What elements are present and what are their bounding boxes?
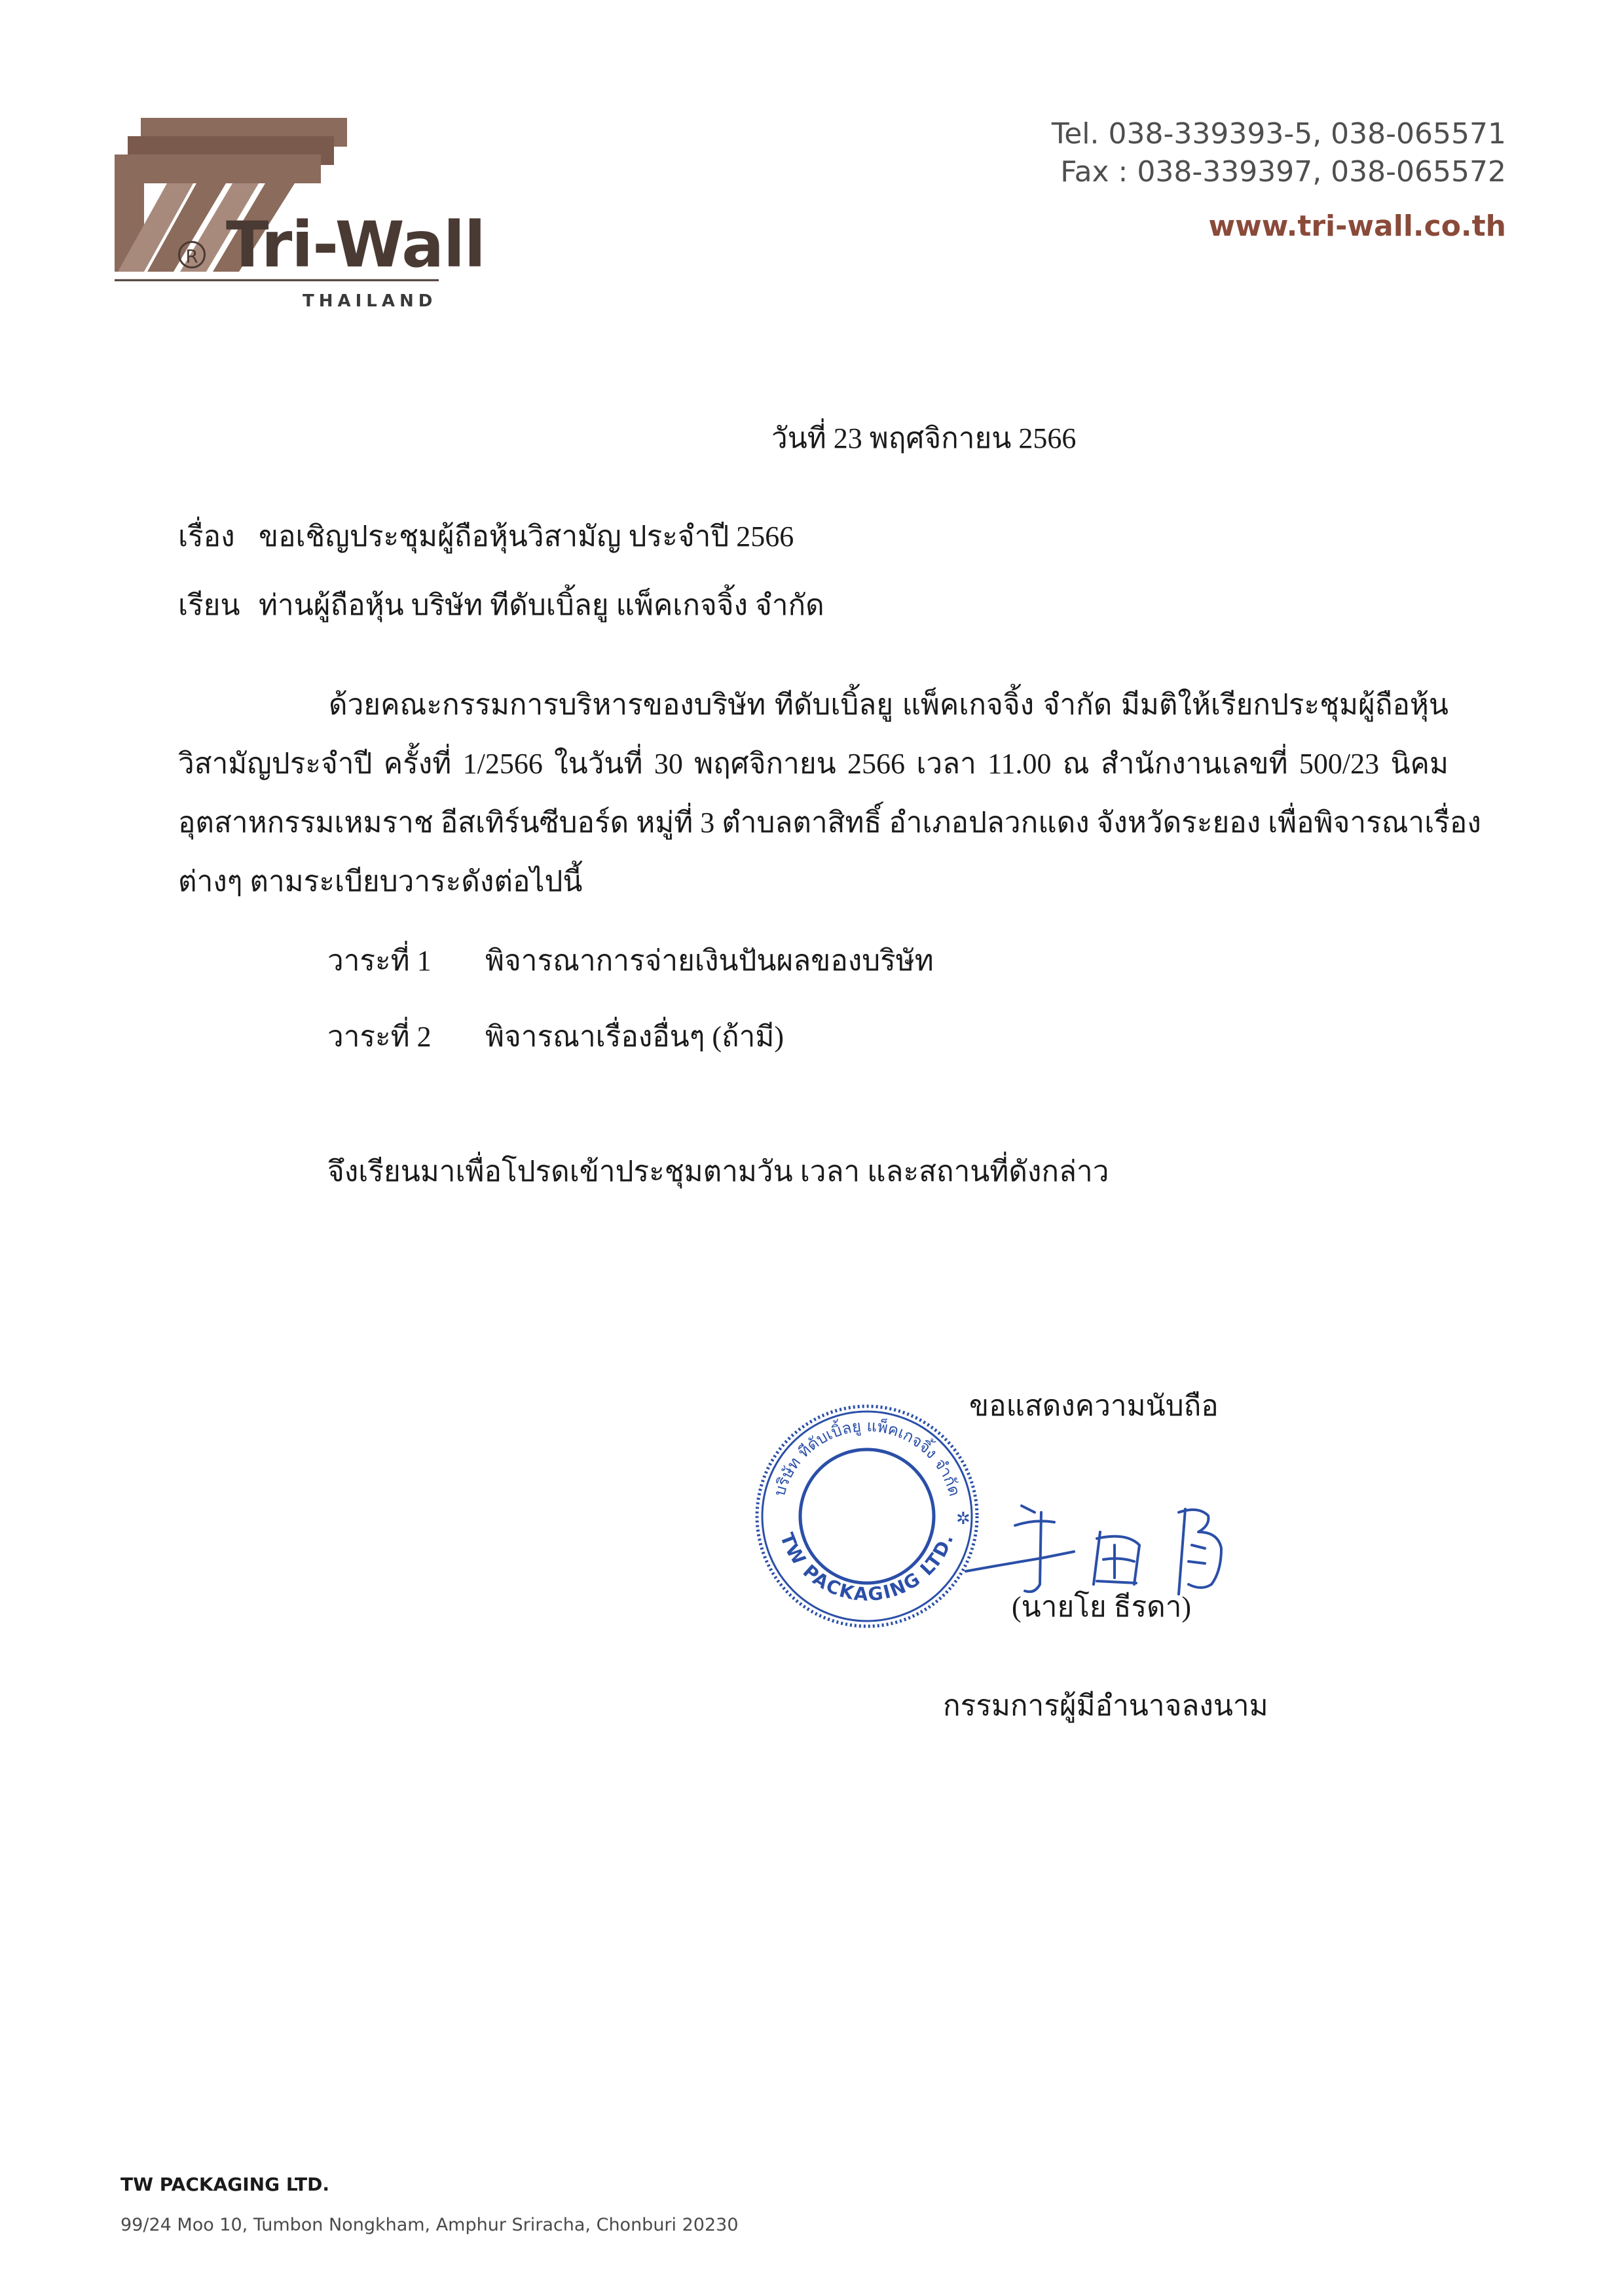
- agenda-text: พิจารณาเรื่องอื่นๆ (ถ้ามี): [485, 1021, 784, 1053]
- brand-subtitle: THAILAND: [303, 291, 437, 311]
- recipient-line: [178, 586, 824, 625]
- svg-text:✲: ✲: [956, 1509, 970, 1528]
- company-seal-stamp: [752, 1401, 982, 1631]
- signer-name: (นายโย ธีรดา): [1012, 1591, 1192, 1623]
- letter-date: วันที่ 23 พฤศจิกายน 2566: [771, 422, 1077, 454]
- paragraph-line: ต่างๆ ตามระเบียบวาระดังต่อไปนี้: [178, 866, 583, 898]
- body-paragraph: [178, 676, 1481, 911]
- fax: Fax : 038-339397, 038-065572: [1060, 155, 1506, 189]
- website-link[interactable]: www.tri-wall.co.th: [1208, 210, 1506, 243]
- paragraph-line: ด้วยคณะกรรมการบริหารของบริษัท ทีดับเบิ้ลยู แพ็คเกจจิ้ง จำกัด มีมติให้เรียกประชุมผู้ถือหุ้น: [329, 689, 1449, 721]
- agenda-number: วาระที่ 2: [327, 1021, 432, 1053]
- recipient-label: เรียน: [178, 589, 240, 621]
- regards: ขอแสดงความนับถือ: [969, 1390, 1219, 1422]
- contact-block: [1052, 115, 1506, 243]
- closing-line: จึงเรียนมาเพื่อโปรดเข้าประชุมตามวัน เวลา และสถานที่ดังกล่าว: [327, 1156, 1109, 1188]
- telephone: Tel. 038-339393-5, 038-065571: [1051, 117, 1506, 151]
- agenda-item: [327, 1013, 784, 1059]
- paragraph-line: อุตสาหกรรมเหมราช อีสเทิร์นซีบอร์ด หมู่ที่ 3 ตำบลตาสิทธิ์ อำเภอปลวกแดง จังหวัดระยอง เพื่อพิจารณาเรื่อง: [178, 807, 1481, 839]
- brand-name: Tri-Wall: [226, 208, 485, 282]
- recipient-text: ท่านผู้ถือหุ้น บริษัท ทีดับเบิ้ลยู แพ็คเกจจิ้ง จำกัด: [259, 589, 824, 621]
- signer-title: กรรมการผู้มีอำนาจลงนาม: [943, 1690, 1268, 1722]
- agenda-item: [327, 938, 934, 983]
- footer-address: 99/24 Moo 10, Tumbon Nongkham, Amphur Sriracha, Chonburi 20230: [120, 2215, 739, 2235]
- footer-company-name: TW PACKAGING LTD.: [120, 2174, 330, 2195]
- svg-text:บริษัท ทีดับเบิ้ลยู แพ็คเกจจิ้: บริษัท ทีดับเบิ้ลยู แพ็คเกจจิ้ง จำกัด: [770, 1416, 964, 1499]
- svg-text:TW PACKAGING LTD.: TW PACKAGING LTD.: [775, 1529, 958, 1606]
- subject-label: เรื่อง: [178, 520, 235, 553]
- agenda-text: พิจารณาการจ่ายเงินปันผลของบริษัท: [485, 945, 934, 977]
- paragraph-line: วิสามัญประจำปี ครั้งที่ 1/2566 ในวันที่ 30 พฤศจิกายน 2566 เวลา 11.00 ณ สำนักงานเลขที่ 500/23 นิคม: [178, 748, 1449, 780]
- subject-line: [178, 517, 794, 556]
- subject-text: ขอเชิญประชุมผู้ถือหุ้นวิสามัญ ประจำปี 2566: [259, 520, 794, 553]
- agenda-number: วาระที่ 1: [327, 945, 432, 977]
- registered-mark: R: [178, 241, 206, 268]
